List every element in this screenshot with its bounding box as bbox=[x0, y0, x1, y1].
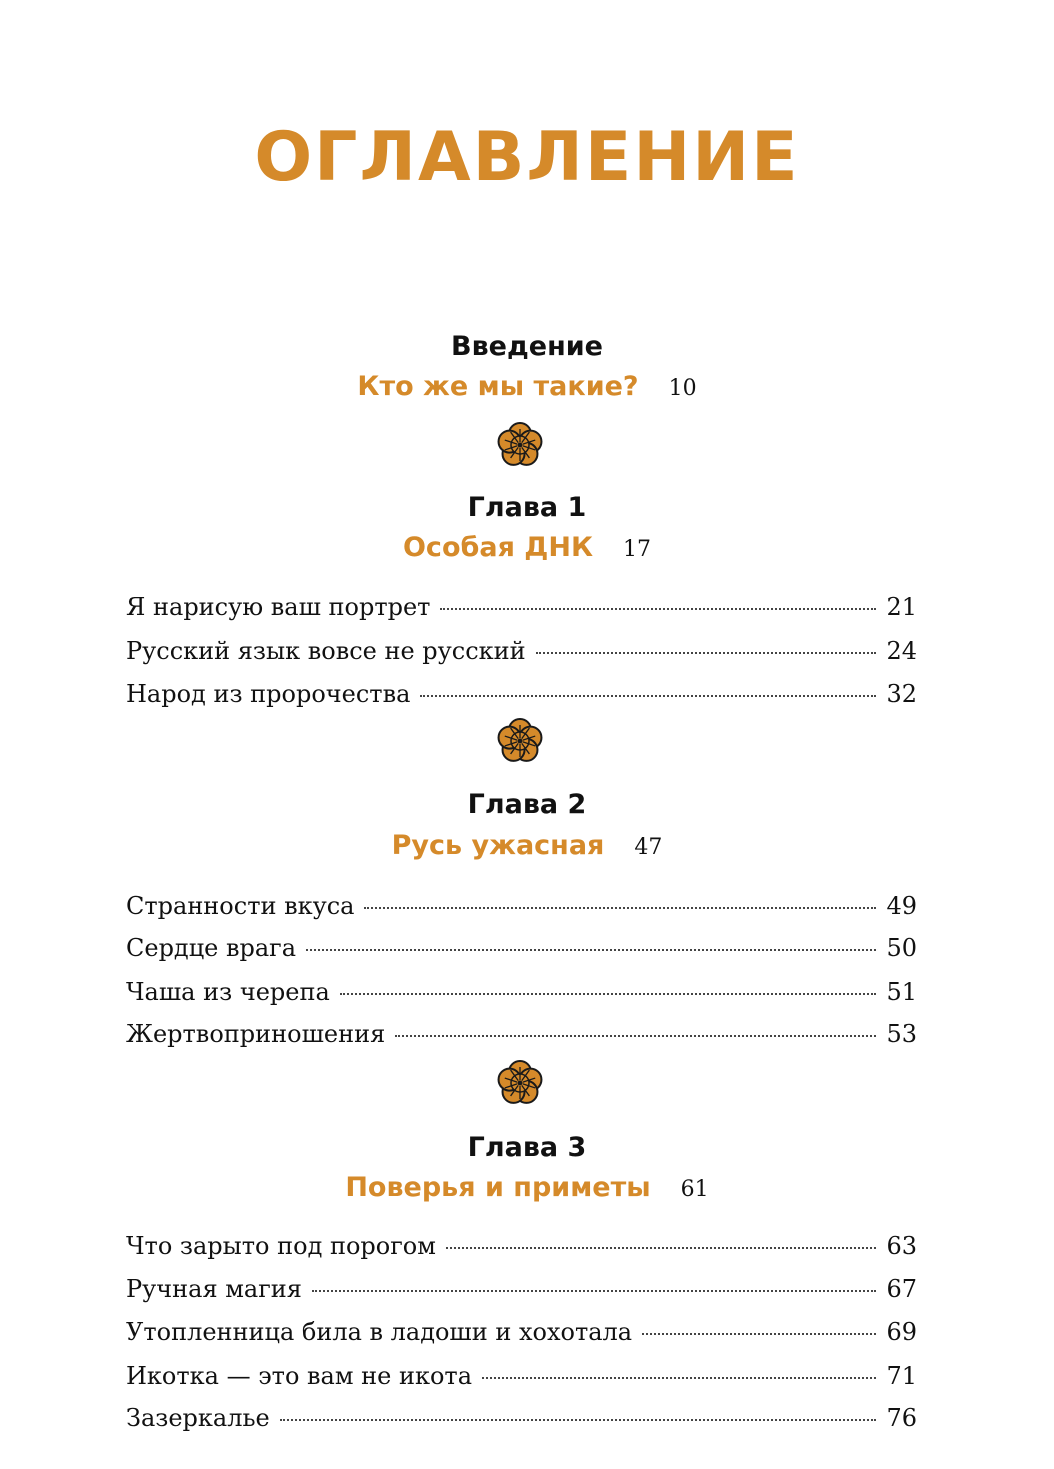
toc-entry-page: 71 bbox=[886, 1362, 917, 1390]
toc-entry-title[interactable]: Жертвоприношения bbox=[126, 1020, 386, 1048]
toc-entry[interactable] bbox=[126, 888, 917, 924]
toc-entry[interactable] bbox=[126, 633, 917, 669]
dot-leader bbox=[642, 1333, 876, 1335]
dot-leader bbox=[482, 1377, 876, 1379]
toc-entry-page: 21 bbox=[886, 593, 917, 621]
chapter-3-title[interactable]: Поверья и приметы bbox=[345, 1172, 651, 1203]
toc-entry[interactable] bbox=[126, 1016, 917, 1052]
chapter-2-label: Глава 2 bbox=[467, 789, 587, 820]
toc-entry-page: 49 bbox=[886, 892, 917, 920]
flower-ornament-icon bbox=[495, 1058, 545, 1108]
toc-entry-page: 69 bbox=[886, 1318, 917, 1346]
chapter-3-page-number: 61 bbox=[680, 1177, 709, 1202]
toc-entry-title[interactable]: Народ из пророчества bbox=[126, 680, 411, 708]
toc-entry[interactable] bbox=[126, 930, 917, 966]
toc-entry-page: 32 bbox=[886, 680, 917, 708]
toc-entry[interactable] bbox=[126, 974, 917, 1010]
toc-entry[interactable] bbox=[126, 1358, 917, 1394]
toc-entry-title[interactable]: Утопленница била в ладоши и хохотала bbox=[126, 1318, 633, 1346]
toc-entry-title[interactable]: Я нарисую ваш портрет bbox=[126, 593, 431, 621]
toc-entry[interactable] bbox=[126, 1271, 917, 1307]
dot-leader bbox=[364, 907, 876, 909]
toc-entry[interactable] bbox=[126, 1228, 917, 1264]
toc-entry-page: 51 bbox=[886, 978, 917, 1006]
toc-entry-title[interactable]: Чаша из черепа bbox=[126, 978, 330, 1006]
toc-entry-title[interactable]: Странности вкуса bbox=[126, 892, 355, 920]
flower-ornament-icon bbox=[495, 716, 545, 766]
chapter-2-title-row[interactable] bbox=[0, 828, 1054, 868]
toc-entry-title[interactable]: Ручная магия bbox=[126, 1275, 302, 1303]
dot-leader bbox=[446, 1247, 877, 1249]
toc-entry-title[interactable]: Русский язык вовсе не русский bbox=[126, 637, 526, 665]
toc-entry-page: 63 bbox=[886, 1232, 917, 1260]
toc-entry[interactable] bbox=[126, 676, 917, 712]
chapter-2-page-number: 47 bbox=[634, 835, 663, 860]
toc-entry-title[interactable]: Икотка — это вам не икота bbox=[126, 1362, 472, 1390]
intro-page-number: 10 bbox=[668, 376, 697, 401]
toc-entry-page: 76 bbox=[886, 1404, 917, 1432]
flower-ornament-icon bbox=[495, 420, 545, 470]
intro-title-row[interactable] bbox=[0, 369, 1054, 409]
dot-leader bbox=[312, 1290, 877, 1292]
dot-leader bbox=[420, 695, 876, 697]
toc-entry-page: 67 bbox=[886, 1275, 917, 1303]
intro-label: Введение bbox=[451, 331, 603, 362]
toc-entry-page: 50 bbox=[886, 934, 917, 962]
dot-leader bbox=[440, 608, 876, 610]
page-title: ОГЛАВЛЕНИЕ bbox=[254, 118, 800, 197]
dot-leader bbox=[395, 1035, 876, 1037]
toc-entry[interactable] bbox=[126, 1314, 917, 1350]
chapter-3-label: Глава 3 bbox=[467, 1132, 587, 1163]
toc-entry-title[interactable]: Сердце врага bbox=[126, 934, 297, 962]
toc-entry-page: 53 bbox=[886, 1020, 917, 1048]
toc-entry-title[interactable]: Что зарыто под порогом bbox=[126, 1232, 436, 1260]
chapter-1-title-row[interactable] bbox=[0, 530, 1054, 570]
dot-leader bbox=[306, 949, 876, 951]
intro-title[interactable]: Кто же мы такие? bbox=[357, 371, 639, 402]
dot-leader bbox=[536, 652, 877, 654]
chapter-1-page-number: 17 bbox=[623, 537, 652, 562]
toc-entry[interactable] bbox=[126, 589, 917, 625]
dot-leader bbox=[340, 993, 877, 995]
toc-entry-title[interactable]: Зазеркалье bbox=[126, 1404, 270, 1432]
toc-entry[interactable] bbox=[126, 1400, 917, 1436]
chapter-3-title-row[interactable] bbox=[0, 1170, 1054, 1210]
chapter-2-title[interactable]: Русь ужасная bbox=[391, 830, 605, 861]
toc-entry-page: 24 bbox=[886, 637, 917, 665]
dot-leader bbox=[280, 1419, 877, 1421]
chapter-1-label: Глава 1 bbox=[467, 492, 587, 523]
chapter-1-title[interactable]: Особая ДНК bbox=[402, 532, 594, 563]
